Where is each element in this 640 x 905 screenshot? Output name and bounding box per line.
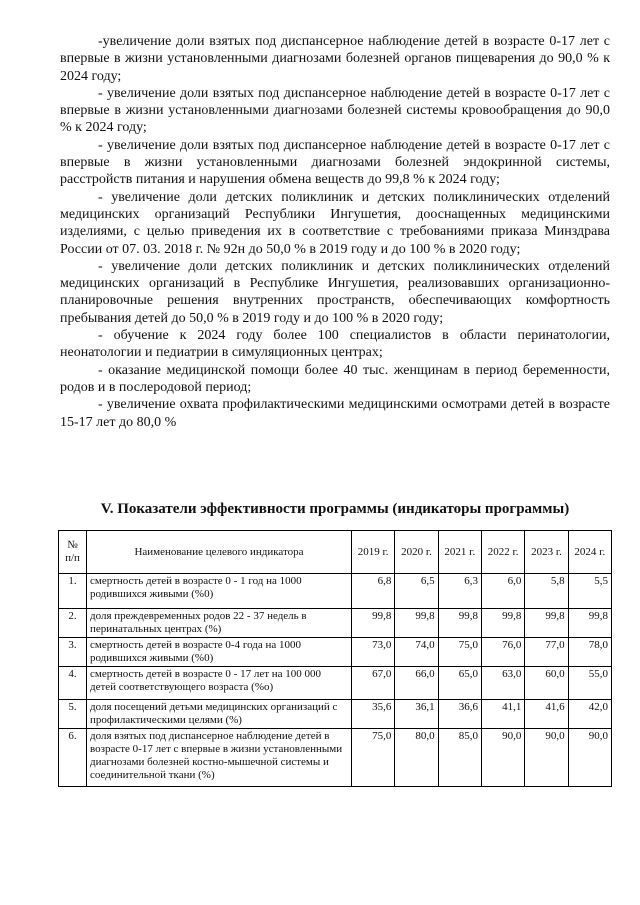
header-2019: 2019 г. [352,531,395,574]
value-2021: 65,0 [438,667,481,700]
value-2024: 55,0 [568,667,611,700]
row-num: 5. [59,700,87,729]
row-indicator-name: доля посещений детьми медицинских организаций с профилактическими целями (%) [87,700,352,729]
goal-paragraph: - увеличение охвата профилактическими медицинскими осмотрами детей в возрасте 15-17 лет до 80,0 % [60,397,610,430]
goal-paragraph: - увеличение доли взятых под диспансерное наблюдение детей в возрасте 0-17 лет с впервые в жизни установленными диагнозами болезней системы кровообращения до 90,0 % к 2024 году; [60,85,610,136]
value-2019: 67,0 [352,667,395,700]
header-2020: 2020 г. [395,531,438,574]
table-row [59,609,612,638]
row-num: 4. [59,667,87,700]
value-2021: 36,6 [438,700,481,729]
value-2024: 78,0 [568,638,611,667]
table-row [59,667,612,700]
value-2022: 99,8 [481,609,524,638]
value-2020: 80,0 [395,729,438,787]
header-num: № п/п [59,531,87,574]
value-2019: 35,6 [352,700,395,729]
row-indicator-name: доля взятых под диспансерное наблюдение детей в возрасте 0-17 лет с впервые в жизни установленными диагнозами болезней костно-мышечной системы и соединительной ткани (%) [87,729,352,787]
header-2022: 2022 г. [481,531,524,574]
row-num: 6. [59,729,87,787]
value-2021: 6,3 [438,574,481,609]
value-2021: 75,0 [438,638,481,667]
value-2023: 41,6 [525,700,568,729]
goal-paragraph: - обучение к 2024 году более 100 специалистов в области перинатологии, неонатологии и педиатрии в симуляционных центрах; [60,328,610,361]
table-row [59,729,612,787]
value-2023: 99,8 [525,609,568,638]
value-2022: 76,0 [481,638,524,667]
value-2021: 85,0 [438,729,481,787]
value-2023: 5,8 [525,574,568,609]
goals-list [60,33,610,431]
value-2022: 63,0 [481,667,524,700]
value-2024: 99,8 [568,609,611,638]
value-2021: 99,8 [438,609,481,638]
value-2020: 6,5 [395,574,438,609]
value-2023: 90,0 [525,729,568,787]
value-2023: 60,0 [525,667,568,700]
header-name: Наименование целевого индикатора [87,531,352,574]
row-num: 3. [59,638,87,667]
value-2020: 66,0 [395,667,438,700]
value-2019: 73,0 [352,638,395,667]
value-2019: 75,0 [352,729,395,787]
value-2022: 90,0 [481,729,524,787]
goal-paragraph: -увеличение доли взятых под диспансерное наблюдение детей в возрасте 0-17 лет с впервые в жизни установленными диагнозами болезней органов пищеварения до 90,0 % к 2024 году; [60,34,610,84]
goal-paragraph: - увеличение доли детских поликлиник и детских поликлинических отделений медицинских организаций Республики Ингушетия, дооснащенных медицинскими изделиями, с целью приведения их в соответствие с требованиями приказа Минздрава России от 07. 03. 2018 г. № 92н до 50,0 % в 2019 году и до 100 % в 2020 году; [60,189,610,257]
value-2020: 74,0 [395,638,438,667]
goal-paragraph: - оказание медицинской помощи более 40 тыс. женщинам в период беременности, родов и в послеродовой период; [60,362,610,395]
table-row [59,638,612,667]
value-2024: 90,0 [568,729,611,787]
value-2022: 41,1 [481,700,524,729]
header-2023: 2023 г. [525,531,568,574]
value-2024: 5,5 [568,574,611,609]
header-2024: 2024 г. [568,531,611,574]
header-2021: 2021 г. [438,531,481,574]
goal-paragraph: - увеличение доли взятых под диспансерное наблюдение детей в возрасте 0-17 лет с впервые в жизни установленными диагнозами болезней эндокринной системы, расстройств питания и нарушения обмена веществ до 99,8 % к 2024 году; [60,137,610,188]
row-num: 1. [59,574,87,609]
value-2020: 99,8 [395,609,438,638]
table-row [59,574,612,609]
value-2023: 77,0 [525,638,568,667]
section-title: V. Показатели эффективности программы (индикаторы программы) [100,501,570,517]
indicators-table [58,530,612,787]
value-2019: 99,8 [352,609,395,638]
value-2020: 36,1 [395,700,438,729]
table-header-row [59,531,612,574]
table-row [59,700,612,729]
value-2024: 42,0 [568,700,611,729]
value-2022: 6,0 [481,574,524,609]
row-indicator-name: смертность детей в возрасте 0 - 17 лет на 100 000 детей соответствующего возраста (%o) [87,667,352,700]
row-indicator-name: смертность детей в возрасте 0 - 1 год на 1000 родившихся живыми (%0) [87,574,352,609]
row-num: 2. [59,609,87,638]
value-2019: 6,8 [352,574,395,609]
goal-paragraph: - увеличение доли детских поликлиник и детских поликлинических отделений медицинских организаций в Республике Ингушетия, реализовавших организационно-планировочные решения внутренних пространств, обеспечивающих комфортность пребывания детей до 50,0 % в 2019 году и до 100 % в 2020 году; [60,258,610,326]
row-indicator-name: доля преждевременных родов 22 - 37 недель в перинатальных центрах (%) [87,609,352,638]
row-indicator-name: смертность детей в возрасте 0-4 года на 1000 родившихся живыми (%0) [87,638,352,667]
